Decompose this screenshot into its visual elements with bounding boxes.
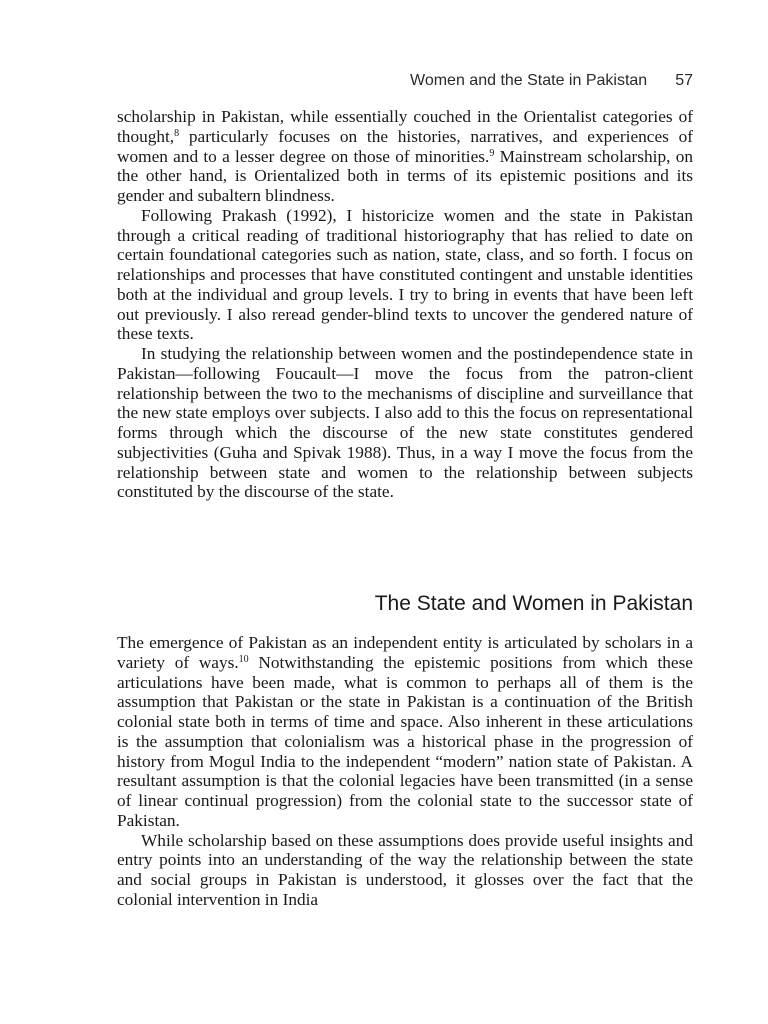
body-text-before-heading [117, 107, 693, 502]
page-number: 57 [675, 72, 693, 89]
paragraph [117, 633, 693, 831]
paragraph: While scholarship based on these assumptions does provide useful insights and entry points into an understanding of the way the relationship between the state and social groups in Pakistan is understood, it glosses over the fact that the colonial intervention in India [117, 830, 693, 909]
footnote-reference: 9 [489, 147, 495, 159]
section-heading: The State and Women in Pakistan [374, 592, 693, 615]
running-head-title: Women and the State in Pakistan [410, 72, 648, 89]
footnote-reference: 8 [174, 127, 180, 139]
paragraph-text: The emergence of Pakistan as an independent entity is articulated by scholars in a variety of ways. [117, 633, 693, 672]
paragraph: In studying the relationship between women and the postindependence state in Pakistan—following Foucault—I move the focus from the patron-client relationship between the two to the mechanisms of discipline and surveillance that the new state employs over subjects. I also add to this the focus on representational forms through which the discourse of the new state constitutes gendered subjectivities (Guha and Spivak 1988). Thus, in a way I move the focus from the relationship between state and women to the relationship between subjects constituted by the discourse of the state. [117, 344, 693, 502]
paragraph [117, 107, 693, 206]
running-head [410, 71, 693, 91]
paragraph: Following Prakash (1992), I historicize women and the state in Pakistan through a critical reading of traditional historiography that has relied to date on certain foundational categories such as nation, state, class, and so forth. I focus on relationships and processes that have constituted contingent and unstable identities both at the individual and group levels. I try to bring in events that have been left out previously. I also reread gender-blind texts to uncover the gendered nature of these texts. [117, 205, 693, 344]
paragraph-text: scholarship in Pakistan, while essentially couched in the Orientalist categories of thought, [117, 107, 693, 146]
footnote-reference: 10 [238, 653, 249, 665]
body-text-after-heading [117, 633, 693, 910]
paragraph-text: Notwithstanding the epistemic positions from which these articulations have been made, what is common to perhaps all of them is the assumption that Pakistan or the state in Pakistan is a continuation of the British colonial state both in terms of time and space. Also inherent in these articulations is the assumption that colonialism was a historical phase in the progression of history from Mogul India to the independent “modern” nation state of Pakistan. A resultant assumption is that the colonial legacies have been transmitted (in a sense of linear continual progression) from the colonial state to the successor state of Pakistan. [117, 652, 693, 830]
paragraph-text: particularly focuses on the histories, narratives, and experiences of women and to a lesser degree on those of minorities. [117, 126, 693, 166]
paragraph-text: Mainstream scholarship, on the other hand, is Orientalized both in terms of its epistemic positions and its gender and subaltern blindness. [117, 146, 693, 205]
